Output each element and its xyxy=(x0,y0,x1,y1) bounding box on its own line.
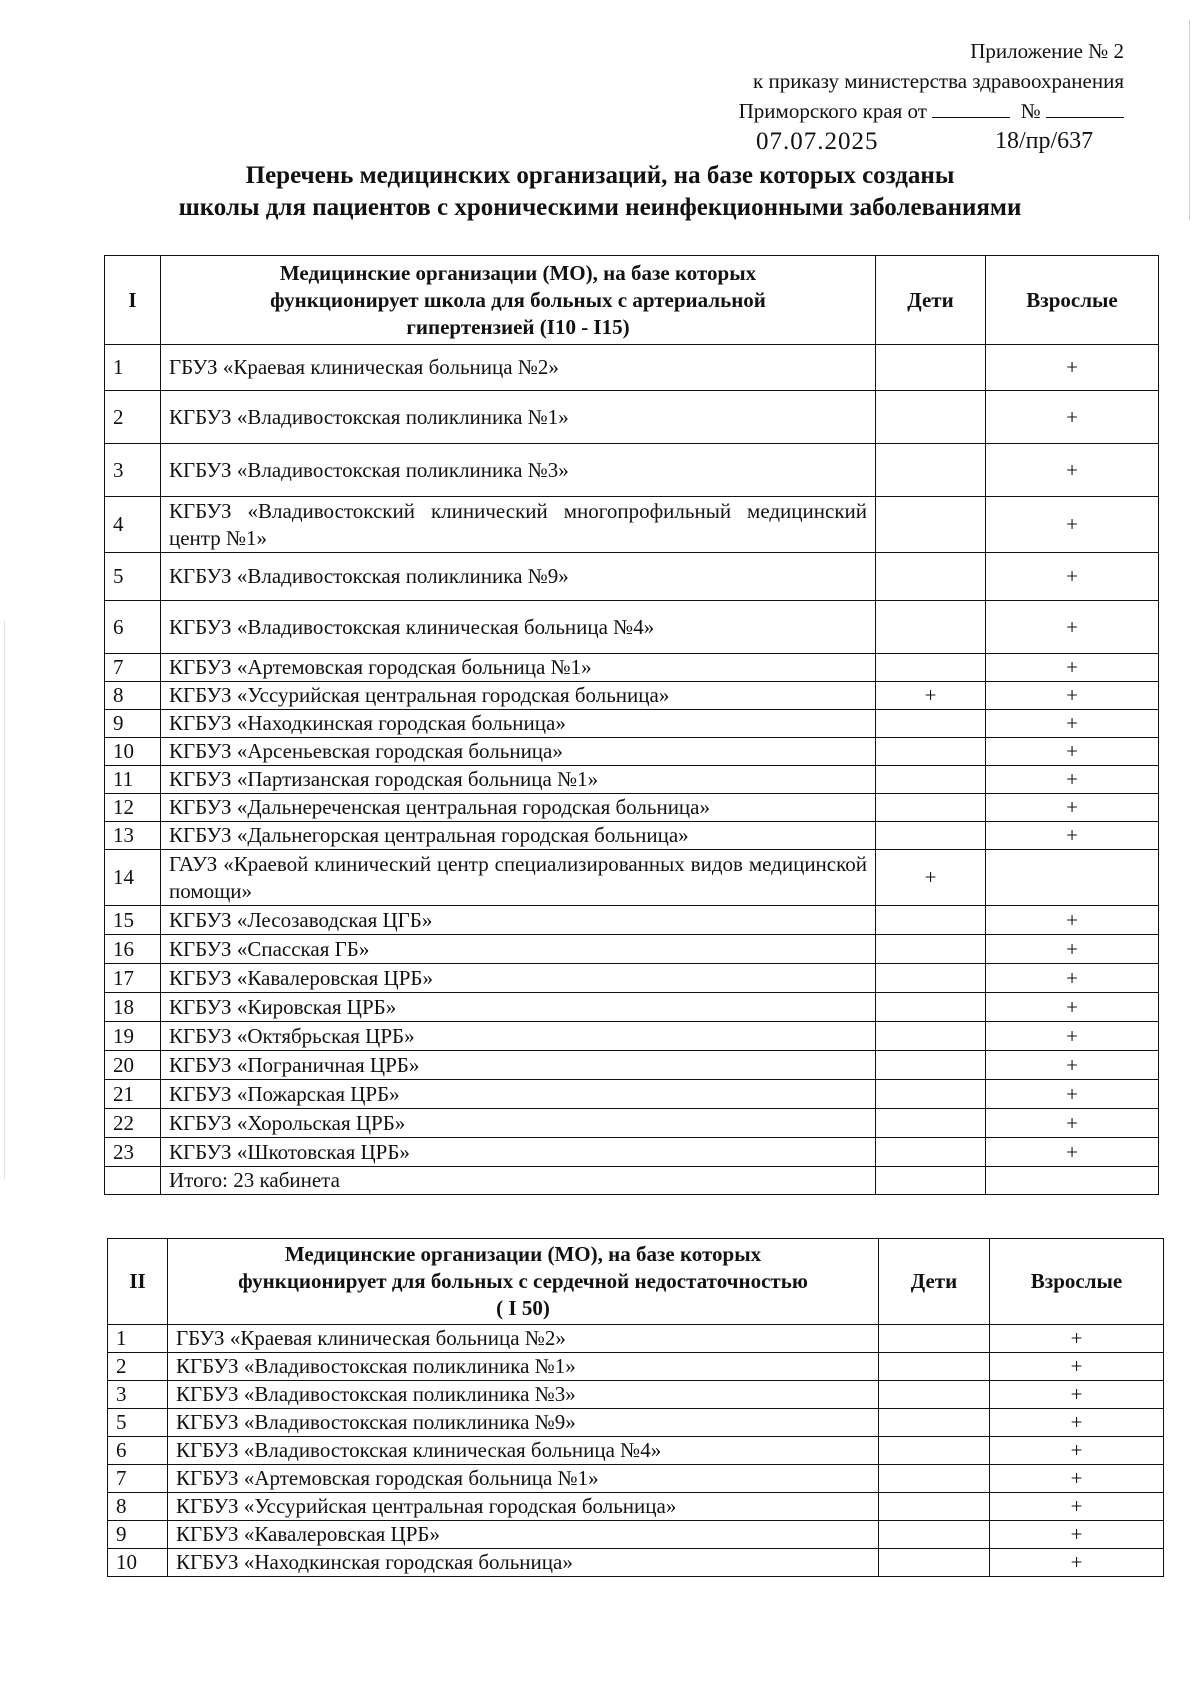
adults-mark: + xyxy=(990,1549,1164,1577)
organization-name: ГБУЗ «Краевая клиническая больница №2» xyxy=(161,345,876,391)
handwritten-order-number: 18/пр/637 xyxy=(995,128,1094,154)
children-mark xyxy=(876,794,986,822)
table-row xyxy=(105,1080,1159,1109)
children-mark xyxy=(879,1521,990,1549)
heading-line: Медицинские организации (МО), на базе которых xyxy=(284,1242,762,1266)
row-number: 8 xyxy=(108,1493,168,1521)
row-number: 10 xyxy=(105,738,161,766)
organization-name: КГБУЗ «Владивостокская поликлиника №1» xyxy=(161,391,876,444)
adults-mark: + xyxy=(986,1109,1159,1138)
adults-mark: + xyxy=(986,682,1159,710)
organization-name: КГБУЗ «Спасская ГБ» xyxy=(161,935,876,964)
row-number: 16 xyxy=(105,935,161,964)
row-number: 14 xyxy=(105,850,161,906)
adults-mark: + xyxy=(986,444,1159,497)
organization-name: КГБУЗ «Владивостокский клинический многопрофильный медицинский центр №1» xyxy=(161,497,876,553)
handwritten-date: 07.07.2025 xyxy=(756,128,879,155)
table-row xyxy=(105,1022,1159,1051)
table-row xyxy=(108,1353,1164,1381)
table-row xyxy=(105,654,1159,682)
row-number: 23 xyxy=(105,1138,161,1167)
table-row xyxy=(108,1409,1164,1437)
document-title xyxy=(0,160,1200,224)
table-row xyxy=(105,1138,1159,1167)
row-number: 5 xyxy=(105,553,161,601)
title-line-1: Перечень медицинских организаций, на базе которых созданы xyxy=(245,162,955,189)
adults-mark: + xyxy=(990,1409,1164,1437)
adults-mark xyxy=(986,850,1159,906)
section-number: I xyxy=(105,256,161,345)
children-mark xyxy=(879,1465,990,1493)
number-label: № xyxy=(1020,99,1041,123)
row-number: 5 xyxy=(108,1409,168,1437)
table-row xyxy=(108,1549,1164,1577)
organization-name: КГБУЗ «Кавалеровская ЦРБ» xyxy=(168,1521,879,1549)
total-row-number xyxy=(105,1167,161,1195)
children-column-header: Дети xyxy=(879,1239,990,1325)
children-mark xyxy=(876,391,986,444)
table-row xyxy=(108,1437,1164,1465)
heading-line: Медицинские организации (МО), на базе которых xyxy=(279,260,757,285)
table-row xyxy=(105,1109,1159,1138)
adults-mark: + xyxy=(990,1521,1164,1549)
row-number: 18 xyxy=(105,993,161,1022)
section-number: II xyxy=(108,1239,168,1325)
organization-name: КГБУЗ «Владивостокская поликлиника №3» xyxy=(168,1381,879,1409)
row-number: 8 xyxy=(105,682,161,710)
children-mark xyxy=(876,497,986,553)
adults-mark: + xyxy=(986,794,1159,822)
children-mark xyxy=(876,444,986,497)
organization-name: КГБУЗ «Владивостокская поликлиника №1» xyxy=(168,1353,879,1381)
row-number: 17 xyxy=(105,964,161,993)
row-number: 7 xyxy=(108,1465,168,1493)
scan-edge-line-left xyxy=(4,620,5,1180)
children-mark xyxy=(876,1051,986,1080)
table-row xyxy=(105,553,1159,601)
table-row xyxy=(108,1381,1164,1409)
adults-mark: + xyxy=(986,738,1159,766)
organization-name: КГБУЗ «Владивостокская поликлиника №3» xyxy=(161,444,876,497)
adults-mark: + xyxy=(986,391,1159,444)
organization-name: КГБУЗ «Дальнереченская центральная городская больница» xyxy=(161,794,876,822)
adults-mark: + xyxy=(990,1437,1164,1465)
row-number: 4 xyxy=(105,497,161,553)
children-mark xyxy=(876,906,986,935)
table-row xyxy=(105,710,1159,738)
adults-mark: + xyxy=(990,1353,1164,1381)
adults-mark: + xyxy=(986,822,1159,850)
organization-name: КГБУЗ «Артемовская городская больница №1» xyxy=(168,1465,879,1493)
number-blank xyxy=(1046,99,1124,118)
children-mark xyxy=(876,345,986,391)
children-mark xyxy=(879,1381,990,1409)
organization-name: КГБУЗ «Лесозаводская ЦГБ» xyxy=(161,906,876,935)
table-row xyxy=(105,1051,1159,1080)
organization-name: КГБУЗ «Уссурийская центральная городская больница» xyxy=(161,682,876,710)
table-row xyxy=(105,794,1159,822)
table-row xyxy=(105,766,1159,794)
table-row xyxy=(105,822,1159,850)
children-mark xyxy=(876,935,986,964)
children-mark xyxy=(876,553,986,601)
table-row xyxy=(108,1325,1164,1353)
row-number: 9 xyxy=(108,1521,168,1549)
children-mark xyxy=(876,1109,986,1138)
row-number: 6 xyxy=(105,601,161,654)
organization-name: КГБУЗ «Владивостокская клиническая больница №4» xyxy=(161,601,876,654)
organization-name: КГБУЗ «Партизанская городская больница №1» xyxy=(161,766,876,794)
table-row xyxy=(105,682,1159,710)
document-header xyxy=(739,36,1124,126)
adults-mark: + xyxy=(986,654,1159,682)
table-row xyxy=(105,391,1159,444)
organization-name: КГБУЗ «Находкинская городская больница» xyxy=(168,1549,879,1577)
table-row xyxy=(105,935,1159,964)
table-row xyxy=(105,345,1159,391)
adults-column-header: Взрослые xyxy=(990,1239,1164,1325)
children-mark xyxy=(876,822,986,850)
appendix-label: Приложение № 2 xyxy=(970,39,1124,63)
children-mark xyxy=(879,1353,990,1381)
heading-line: функционирует школа для больных с артериальной xyxy=(270,287,766,312)
hypertension-table xyxy=(104,255,1159,1195)
organization-name: КГБУЗ «Уссурийская центральная городская больница» xyxy=(168,1493,879,1521)
heading-line: гипертензией (I10 - I15) xyxy=(406,314,630,339)
heading-line: ( I 50) xyxy=(496,1296,550,1320)
children-column-header: Дети xyxy=(876,256,986,345)
children-mark xyxy=(876,964,986,993)
children-mark xyxy=(879,1493,990,1521)
order-region-label: Приморского края от xyxy=(738,99,927,123)
table-row xyxy=(108,1493,1164,1521)
adults-mark: + xyxy=(986,345,1159,391)
row-number: 3 xyxy=(108,1381,168,1409)
children-mark xyxy=(879,1437,990,1465)
children-mark xyxy=(876,738,986,766)
row-number: 19 xyxy=(105,1022,161,1051)
organization-name: КГБУЗ «Кавалеровская ЦРБ» xyxy=(161,964,876,993)
row-number: 7 xyxy=(105,654,161,682)
adults-mark: + xyxy=(986,710,1159,738)
total-row xyxy=(105,1167,1159,1195)
children-mark xyxy=(879,1325,990,1353)
organization-name: КГБУЗ «Владивостокская поликлиника №9» xyxy=(168,1409,879,1437)
adults-mark: + xyxy=(990,1493,1164,1521)
children-mark xyxy=(876,1080,986,1109)
organization-name: КГБУЗ «Арсеньевская городская больница» xyxy=(161,738,876,766)
table-row xyxy=(105,906,1159,935)
organization-name: КГБУЗ «Октябрьская ЦРБ» xyxy=(161,1022,876,1051)
row-number: 2 xyxy=(105,391,161,444)
organization-name: ГБУЗ «Краевая клиническая больница №2» xyxy=(168,1325,879,1353)
table-row xyxy=(105,964,1159,993)
row-number: 6 xyxy=(108,1437,168,1465)
children-mark: + xyxy=(876,850,986,906)
row-number: 9 xyxy=(105,710,161,738)
organization-name: КГБУЗ «Владивостокская поликлиника №9» xyxy=(161,553,876,601)
row-number: 15 xyxy=(105,906,161,935)
adults-mark: + xyxy=(990,1325,1164,1353)
total-adults xyxy=(986,1167,1159,1195)
table-row xyxy=(105,601,1159,654)
adults-mark: + xyxy=(986,1022,1159,1051)
table-row xyxy=(105,850,1159,906)
organization-name: КГБУЗ «Шкотовская ЦРБ» xyxy=(161,1138,876,1167)
adults-mark: + xyxy=(986,993,1159,1022)
organization-name: КГБУЗ «Находкинская городская больница» xyxy=(161,710,876,738)
adults-mark: + xyxy=(986,1080,1159,1109)
table-row xyxy=(105,738,1159,766)
row-number: 21 xyxy=(105,1080,161,1109)
children-mark xyxy=(876,1022,986,1051)
heart-failure-table xyxy=(107,1238,1164,1577)
table-row xyxy=(105,444,1159,497)
row-number: 10 xyxy=(108,1549,168,1577)
row-number: 22 xyxy=(105,1109,161,1138)
organization-name: КГБУЗ «Артемовская городская больница №1» xyxy=(161,654,876,682)
adults-mark: + xyxy=(986,935,1159,964)
row-number: 1 xyxy=(108,1325,168,1353)
organization-name: КГБУЗ «Хорольская ЦРБ» xyxy=(161,1109,876,1138)
order-reference: к приказу министерства здравоохранения xyxy=(753,69,1124,93)
organization-name: КГБУЗ «Пожарская ЦРБ» xyxy=(161,1080,876,1109)
adults-mark: + xyxy=(986,1051,1159,1080)
children-mark xyxy=(879,1409,990,1437)
children-mark xyxy=(876,993,986,1022)
adults-mark: + xyxy=(986,601,1159,654)
table-row xyxy=(108,1521,1164,1549)
organization-name: ГАУЗ «Краевой клинический центр специализированных видов медицинской помощи» xyxy=(161,850,876,906)
adults-mark: + xyxy=(986,964,1159,993)
row-number: 3 xyxy=(105,444,161,497)
row-number: 2 xyxy=(108,1353,168,1381)
table-heading xyxy=(161,256,876,345)
title-line-2: школы для пациентов с хроническими неинфекционными заболеваниями xyxy=(178,194,1022,221)
children-mark xyxy=(876,766,986,794)
row-number: 1 xyxy=(105,345,161,391)
heading-line: функционирует для больных с сердечной недостаточностью xyxy=(238,1269,808,1293)
children-mark: + xyxy=(876,682,986,710)
organization-name: КГБУЗ «Дальнегорская центральная городская больница» xyxy=(161,822,876,850)
table-row xyxy=(105,497,1159,553)
row-number: 20 xyxy=(105,1051,161,1080)
table-row xyxy=(105,993,1159,1022)
order-date-line xyxy=(739,96,1124,126)
adults-mark: + xyxy=(986,553,1159,601)
adults-mark: + xyxy=(990,1465,1164,1493)
row-number: 12 xyxy=(105,794,161,822)
date-blank xyxy=(932,99,1010,118)
adults-mark: + xyxy=(986,1138,1159,1167)
organization-name: КГБУЗ «Пограничная ЦРБ» xyxy=(161,1051,876,1080)
table-heading xyxy=(168,1239,879,1325)
adults-mark: + xyxy=(986,497,1159,553)
children-mark xyxy=(876,710,986,738)
adults-mark: + xyxy=(990,1381,1164,1409)
organization-name: КГБУЗ «Владивостокская клиническая больница №4» xyxy=(168,1437,879,1465)
adults-mark: + xyxy=(986,906,1159,935)
children-mark xyxy=(876,601,986,654)
children-mark xyxy=(876,654,986,682)
children-mark xyxy=(876,1138,986,1167)
adults-mark: + xyxy=(986,766,1159,794)
total-children xyxy=(876,1167,986,1195)
row-number: 11 xyxy=(105,766,161,794)
total-label: Итого: 23 кабинета xyxy=(161,1167,876,1195)
organization-name: КГБУЗ «Кировская ЦРБ» xyxy=(161,993,876,1022)
adults-column-header: Взрослые xyxy=(986,256,1159,345)
row-number: 13 xyxy=(105,822,161,850)
children-mark xyxy=(879,1549,990,1577)
table-row xyxy=(108,1465,1164,1493)
